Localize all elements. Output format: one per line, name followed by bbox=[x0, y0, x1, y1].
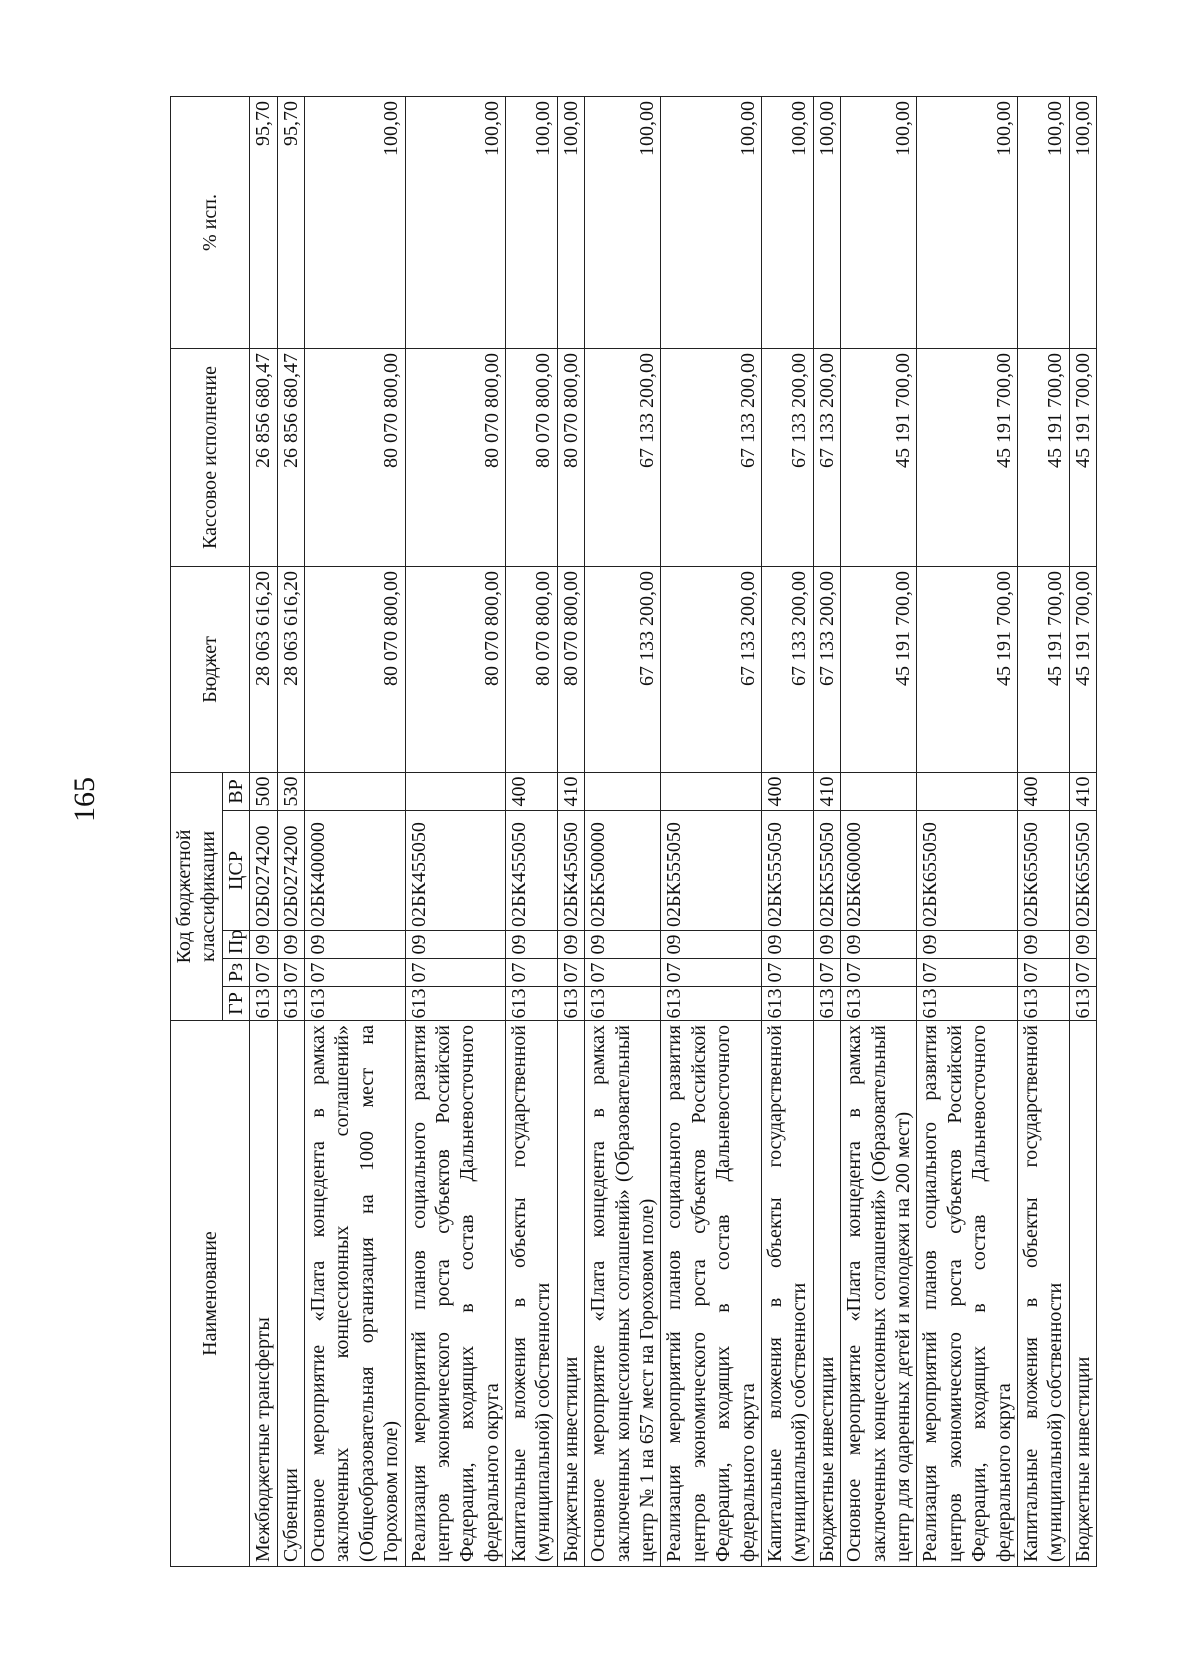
row-cash: 45 191 700,00 bbox=[917, 349, 1018, 567]
header-name: Наименование bbox=[171, 1021, 250, 1567]
row-vr: 410 bbox=[813, 773, 840, 811]
row-rz: 07 bbox=[250, 959, 277, 987]
header-vr: ВР bbox=[222, 773, 249, 811]
row-percent: 100,00 bbox=[1069, 97, 1096, 349]
row-cash: 80 070 800,00 bbox=[405, 349, 506, 567]
row-pr: 09 bbox=[557, 931, 584, 959]
row-name: Бюджетные инвестиции bbox=[1069, 1021, 1096, 1567]
row-csr: 02БК455050 bbox=[506, 811, 558, 931]
row-percent: 100,00 bbox=[585, 97, 661, 349]
page-number: 165 bbox=[68, 777, 101, 822]
header-code-group: Код бюджетной классификации bbox=[171, 773, 223, 1021]
row-gr: 613 bbox=[917, 987, 1018, 1021]
row-gr: 613 bbox=[813, 987, 840, 1021]
row-budget: 80 070 800,00 bbox=[405, 567, 506, 773]
row-budget: 45 191 700,00 bbox=[1069, 567, 1096, 773]
row-name: Межбюджетные трансферты bbox=[250, 1021, 277, 1567]
table-row bbox=[557, 97, 584, 1567]
table-row bbox=[917, 97, 1018, 1567]
row-gr: 613 bbox=[585, 987, 661, 1021]
row-csr: 02БК655050 bbox=[917, 811, 1018, 931]
row-cash: 26 856 680,47 bbox=[277, 349, 304, 567]
table-row bbox=[304, 97, 405, 1567]
row-csr: 02БК455050 bbox=[557, 811, 584, 931]
row-budget: 45 191 700,00 bbox=[917, 567, 1018, 773]
header-csr: ЦСР bbox=[222, 811, 249, 931]
row-name: Капитальные вложения в объекты государственной (муниципальной) собственности bbox=[506, 1021, 558, 1567]
row-budget: 28 063 616,20 bbox=[277, 567, 304, 773]
row-percent: 100,00 bbox=[761, 97, 813, 349]
row-rz: 07 bbox=[557, 959, 584, 987]
row-gr: 613 bbox=[841, 987, 917, 1021]
row-percent: 100,00 bbox=[1017, 97, 1069, 349]
row-csr: 02БК500000 bbox=[585, 811, 661, 931]
row-pr: 09 bbox=[917, 931, 1018, 959]
row-name: Капитальные вложения в объекты государственной (муниципальной) собственности bbox=[761, 1021, 813, 1567]
row-budget: 67 133 200,00 bbox=[761, 567, 813, 773]
row-budget: 45 191 700,00 bbox=[841, 567, 917, 773]
header-pr: Пр bbox=[222, 931, 249, 959]
row-budget: 80 070 800,00 bbox=[506, 567, 558, 773]
row-budget: 67 133 200,00 bbox=[585, 567, 661, 773]
row-pr: 09 bbox=[1069, 931, 1096, 959]
row-csr: 02БК555050 bbox=[761, 811, 813, 931]
row-cash: 67 133 200,00 bbox=[585, 349, 661, 567]
row-cash: 45 191 700,00 bbox=[1017, 349, 1069, 567]
row-name: Основное мероприятие «Плата концедента в рамках заключенных концессионных соглашений» (Образовательный центр № 1 на 657 мест на Гороховом поле) bbox=[585, 1021, 661, 1567]
row-name: Реализация мероприятий планов социального развития центров экономического роста субъектов Российской Федерации, входящих в состав Дальневосточного федерального округа bbox=[661, 1021, 762, 1567]
row-rz: 07 bbox=[917, 959, 1018, 987]
row-name: Основное мероприятие «Плата концедента в рамках заключенных концессионных соглашений» (Общеобразовательная организация на 1000 мест на Гороховом поле) bbox=[304, 1021, 405, 1567]
row-budget: 45 191 700,00 bbox=[1017, 567, 1069, 773]
row-vr: 500 bbox=[250, 773, 277, 811]
header-gr: ГР bbox=[222, 987, 249, 1021]
row-gr: 613 bbox=[1017, 987, 1069, 1021]
row-gr: 613 bbox=[761, 987, 813, 1021]
row-percent: 95,70 bbox=[250, 97, 277, 349]
header-rz: Рз bbox=[222, 959, 249, 987]
row-csr: 02БК400000 bbox=[304, 811, 405, 931]
row-vr bbox=[585, 773, 661, 811]
row-cash: 80 070 800,00 bbox=[304, 349, 405, 567]
row-csr: 02БК455050 bbox=[405, 811, 506, 931]
header-percent: % исп. bbox=[171, 97, 250, 349]
table-row bbox=[661, 97, 762, 1567]
row-cash: 45 191 700,00 bbox=[841, 349, 917, 567]
row-pr: 09 bbox=[813, 931, 840, 959]
row-pr: 09 bbox=[506, 931, 558, 959]
row-cash: 67 133 200,00 bbox=[661, 349, 762, 567]
row-budget: 67 133 200,00 bbox=[661, 567, 762, 773]
row-cash: 67 133 200,00 bbox=[813, 349, 840, 567]
budget-execution-table bbox=[170, 96, 1097, 1567]
row-cash: 80 070 800,00 bbox=[506, 349, 558, 567]
row-percent: 100,00 bbox=[813, 97, 840, 349]
row-percent: 100,00 bbox=[557, 97, 584, 349]
row-vr bbox=[304, 773, 405, 811]
row-csr: 02Б0274200 bbox=[277, 811, 304, 931]
row-gr: 613 bbox=[557, 987, 584, 1021]
table-row bbox=[506, 97, 558, 1567]
row-csr: 02БК555050 bbox=[813, 811, 840, 931]
row-percent: 100,00 bbox=[506, 97, 558, 349]
table-row bbox=[277, 97, 304, 1567]
row-percent: 100,00 bbox=[917, 97, 1018, 349]
row-percent: 100,00 bbox=[304, 97, 405, 349]
row-name: Субвенции bbox=[277, 1021, 304, 1567]
row-budget: 67 133 200,00 bbox=[813, 567, 840, 773]
row-cash: 45 191 700,00 bbox=[1069, 349, 1096, 567]
row-percent: 95,70 bbox=[277, 97, 304, 349]
row-gr: 613 bbox=[661, 987, 762, 1021]
row-vr: 410 bbox=[1069, 773, 1096, 811]
table-row bbox=[585, 97, 661, 1567]
row-pr: 09 bbox=[277, 931, 304, 959]
row-percent: 100,00 bbox=[405, 97, 506, 349]
table-header bbox=[171, 97, 250, 1567]
row-vr: 410 bbox=[557, 773, 584, 811]
row-budget: 28 063 616,20 bbox=[250, 567, 277, 773]
table-row bbox=[405, 97, 506, 1567]
row-budget: 80 070 800,00 bbox=[304, 567, 405, 773]
row-csr: 02БК555050 bbox=[661, 811, 762, 931]
row-pr: 09 bbox=[1017, 931, 1069, 959]
row-name: Реализация мероприятий планов социального развития центров экономического роста субъектов Российской Федерации, входящих в состав Дальневосточного федерального округа bbox=[405, 1021, 506, 1567]
table-row bbox=[761, 97, 813, 1567]
row-vr: 400 bbox=[506, 773, 558, 811]
row-csr: 02БК655050 bbox=[1069, 811, 1096, 931]
row-name: Реализация мероприятий планов социального развития центров экономического роста субъектов Российской Федерации, входящих в состав Дальневосточного федерального округа bbox=[917, 1021, 1018, 1567]
row-percent: 100,00 bbox=[661, 97, 762, 349]
row-pr: 09 bbox=[250, 931, 277, 959]
header-budget: Бюджет bbox=[171, 567, 250, 773]
row-pr: 09 bbox=[841, 931, 917, 959]
row-cash: 67 133 200,00 bbox=[761, 349, 813, 567]
table-row bbox=[813, 97, 840, 1567]
row-percent: 100,00 bbox=[841, 97, 917, 349]
table-row bbox=[1017, 97, 1069, 1567]
row-csr: 02БК600000 bbox=[841, 811, 917, 931]
row-gr: 613 bbox=[1069, 987, 1096, 1021]
row-vr: 530 bbox=[277, 773, 304, 811]
row-rz: 07 bbox=[813, 959, 840, 987]
row-pr: 09 bbox=[405, 931, 506, 959]
row-rz: 07 bbox=[661, 959, 762, 987]
row-cash: 26 856 680,47 bbox=[250, 349, 277, 567]
row-name: Капитальные вложения в объекты государственной (муниципальной) собственности bbox=[1017, 1021, 1069, 1567]
table-row bbox=[1069, 97, 1096, 1567]
row-cash: 80 070 800,00 bbox=[557, 349, 584, 567]
row-rz: 07 bbox=[1069, 959, 1096, 987]
row-gr: 613 bbox=[304, 987, 405, 1021]
row-gr: 613 bbox=[277, 987, 304, 1021]
row-pr: 09 bbox=[585, 931, 661, 959]
row-csr: 02БК655050 bbox=[1017, 811, 1069, 931]
row-vr: 400 bbox=[761, 773, 813, 811]
row-rz: 07 bbox=[1017, 959, 1069, 987]
row-gr: 613 bbox=[250, 987, 277, 1021]
row-pr: 09 bbox=[761, 931, 813, 959]
row-vr bbox=[405, 773, 506, 811]
row-vr: 400 bbox=[1017, 773, 1069, 811]
row-name: Бюджетные инвестиции bbox=[557, 1021, 584, 1567]
row-gr: 613 bbox=[506, 987, 558, 1021]
budget-table-container bbox=[170, 97, 1094, 1567]
row-pr: 09 bbox=[661, 931, 762, 959]
row-csr: 02Б0274200 bbox=[250, 811, 277, 931]
row-rz: 07 bbox=[585, 959, 661, 987]
row-rz: 07 bbox=[304, 959, 405, 987]
table-row bbox=[250, 97, 277, 1567]
row-vr bbox=[661, 773, 762, 811]
row-gr: 613 bbox=[405, 987, 506, 1021]
row-rz: 07 bbox=[841, 959, 917, 987]
row-vr bbox=[917, 773, 1018, 811]
row-rz: 07 bbox=[405, 959, 506, 987]
row-rz: 07 bbox=[277, 959, 304, 987]
row-pr: 09 bbox=[304, 931, 405, 959]
row-rz: 07 bbox=[506, 959, 558, 987]
row-name: Основное мероприятие «Плата концедента в рамках заключенных концессионных соглашений» (Образовательный центр для одаренных детей и молодежи на 200 мест) bbox=[841, 1021, 917, 1567]
row-budget: 80 070 800,00 bbox=[557, 567, 584, 773]
row-vr bbox=[841, 773, 917, 811]
row-rz: 07 bbox=[761, 959, 813, 987]
row-name: Бюджетные инвестиции bbox=[813, 1021, 840, 1567]
header-cash: Кассовое исполнение bbox=[171, 349, 250, 567]
table-row bbox=[841, 97, 917, 1567]
